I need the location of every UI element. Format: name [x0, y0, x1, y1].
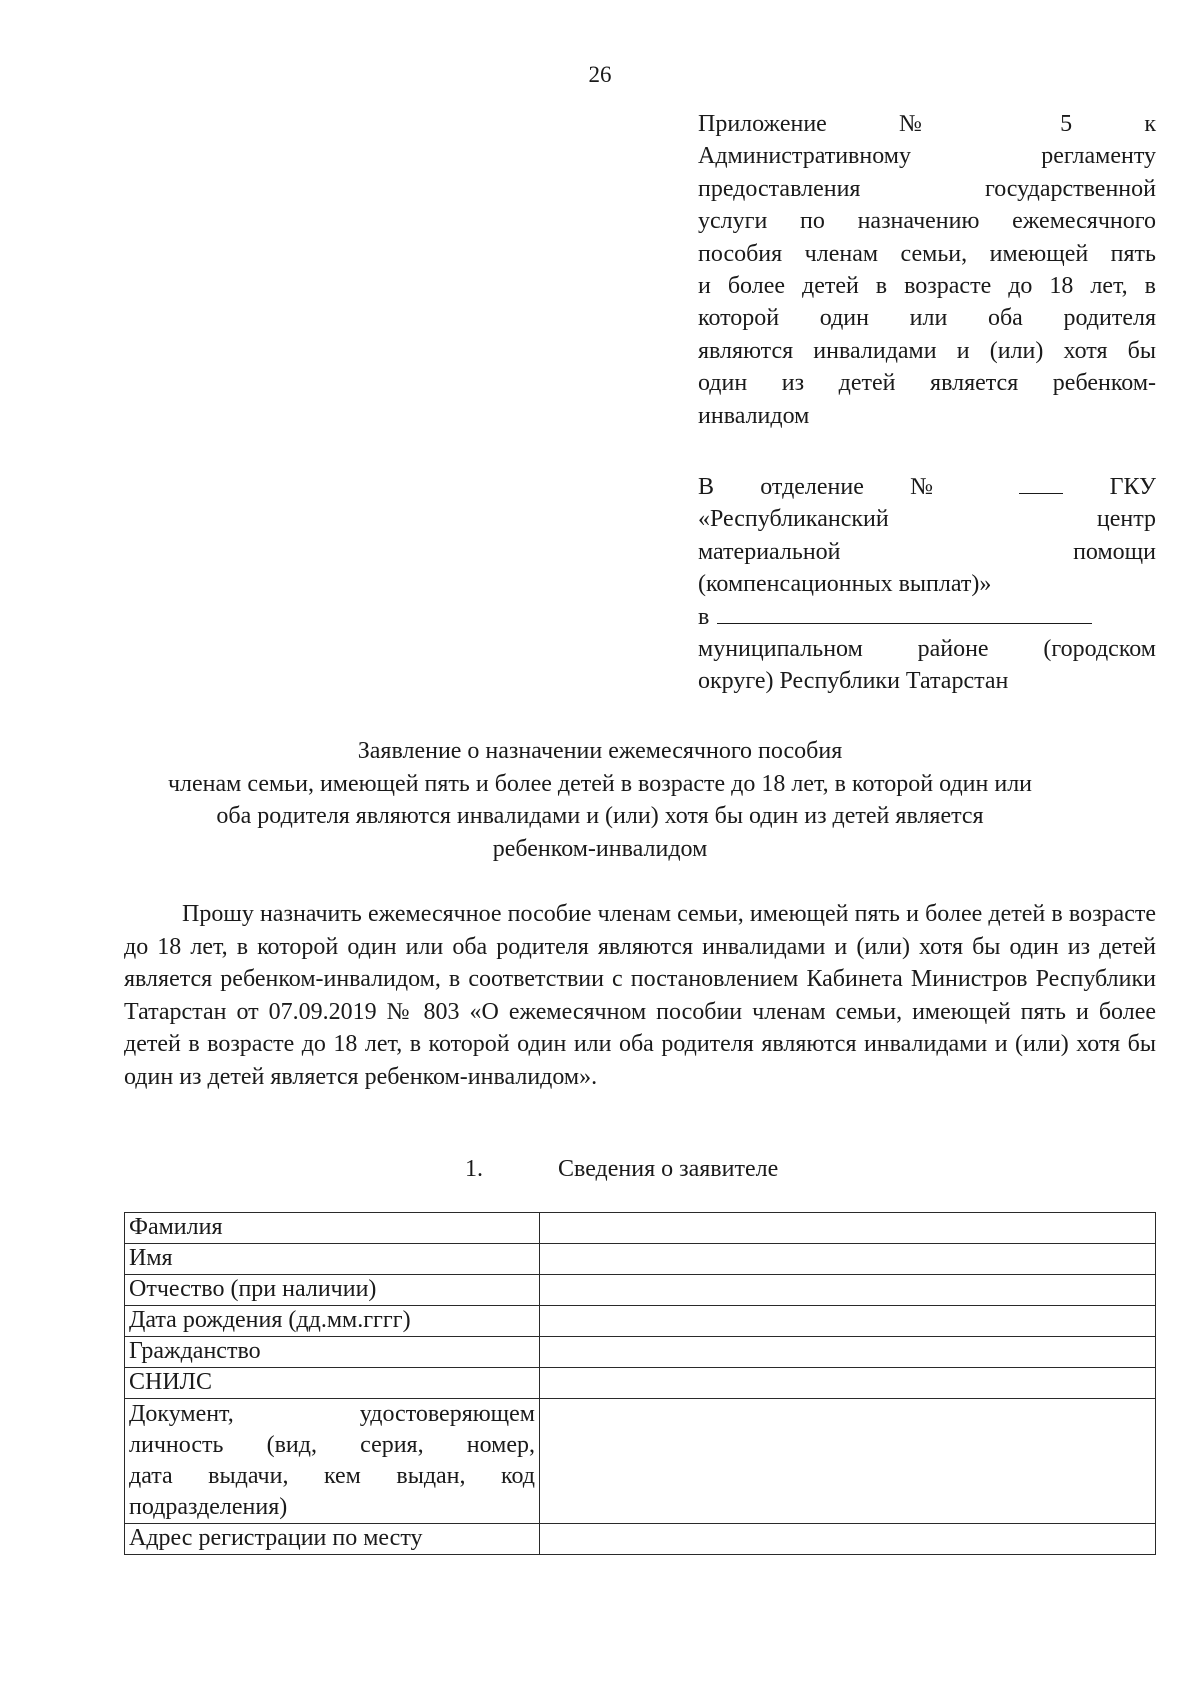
appendix-note [698, 108, 1156, 432]
title-line: ребенком-инвалидом [492, 835, 708, 862]
snils-field[interactable] [540, 1368, 1156, 1399]
birth-date-field[interactable] [540, 1306, 1156, 1337]
label-line: подразделения) [129, 1494, 288, 1520]
section-number: 1. [465, 1156, 483, 1182]
citizenship-field[interactable] [540, 1337, 1156, 1368]
row-label-snils: СНИЛС [125, 1368, 540, 1399]
appendix-line: Административному регламенту [698, 143, 1156, 170]
table-row [125, 1244, 1156, 1275]
title-line: Заявление о назначении ежемесячного пособия [357, 738, 843, 764]
table-row [125, 1524, 1156, 1555]
addressee-line: «Республиканский центр [698, 506, 1156, 533]
appendix-line: пособия членам семьи, имеющей пять [698, 240, 1156, 267]
addressee-department-line [698, 471, 1156, 503]
label-line: личность (вид, серия, номер, [129, 1432, 535, 1458]
page-number: 26 [588, 62, 612, 87]
appendix-line: услуги по назначению ежемесячного [698, 208, 1156, 235]
label-line: дата выдачи, кем выдан, код [129, 1463, 535, 1489]
request-paragraph: Прошу назначить ежемесячное пособие членам семьи, имеющей пять и более детей в возрасте до 18 лет, в которой один или оба родителя являются инвалидами и (или) хотя бы один из детей является ребенком-инвалидом, в соответствии с постановлением Кабинета Министров Республики Татарстан от 07.09.2019 № 803 «О ежемесячном пособии членам семьи, имеющей пять и более детей в возрасте до 18 лет, в которой один или оба родителя являются инвалидами и (или) хотя бы один из детей является ребенком-инвалидом». [124, 901, 1156, 1090]
addressee-line: округе) Республики Татарстан [698, 668, 1009, 695]
label-line: Документ, удостоверяющем [129, 1401, 535, 1427]
title-line: членам семьи, имеющей пять и более детей в возрасте до 18 лет, в которой один или [167, 770, 1033, 797]
row-label-birth-date: Дата рождения (дд.мм.гггг) [125, 1306, 540, 1337]
table-row [125, 1337, 1156, 1368]
appendix-line: и более детей в возрасте до 18 лет, в [698, 273, 1156, 300]
appendix-line: являются инвалидами и (или) хотя бы [698, 337, 1156, 364]
row-label-patronymic: Отчество (при наличии) [125, 1275, 540, 1306]
district-name-blank[interactable] [717, 603, 1092, 624]
document-title [100, 735, 1100, 865]
addressee-district-line [698, 601, 1156, 633]
surname-field[interactable] [540, 1213, 1156, 1244]
appendix-line: предоставления государственной [698, 175, 1156, 202]
gku-label: ГКУ [1109, 474, 1157, 500]
row-label-identity-document [125, 1399, 540, 1524]
table-row [125, 1368, 1156, 1399]
appendix-line: которой один или оба родителя [698, 305, 1156, 332]
addressee-line: муниципальном районе (городском [698, 636, 1156, 663]
row-label-registration-address: Адрес регистрации по месту [125, 1524, 540, 1555]
row-label-name: Имя [125, 1244, 540, 1275]
table-row [125, 1275, 1156, 1306]
department-number-blank[interactable] [1019, 473, 1063, 494]
name-field[interactable] [540, 1244, 1156, 1275]
section-title: Сведения о заявителе [558, 1156, 779, 1182]
identity-document-field[interactable] [540, 1399, 1156, 1524]
addressee-line: (компенсационных выплат)» [698, 571, 992, 598]
title-line: оба родителя являются инвалидами и (или) хотя бы один из детей является [216, 803, 984, 829]
table-row [125, 1399, 1156, 1524]
patronymic-field[interactable] [540, 1275, 1156, 1306]
addressee-line: материальной помощи [698, 538, 1156, 565]
appendix-line: инвалидом [698, 402, 810, 429]
row-label-surname: Фамилия [125, 1213, 540, 1244]
district-prefix: в [698, 603, 710, 630]
registration-address-field[interactable] [540, 1524, 1156, 1555]
appendix-line: Приложение № 5 к [698, 111, 1156, 137]
table-row [125, 1213, 1156, 1244]
applicant-info-table [124, 1212, 1156, 1555]
department-label: В отделение № [698, 474, 974, 500]
appendix-line: один из детей является ребенком- [698, 370, 1156, 397]
table-row [125, 1306, 1156, 1337]
addressee-block [698, 471, 1156, 698]
row-label-citizenship: Гражданство [125, 1337, 540, 1368]
